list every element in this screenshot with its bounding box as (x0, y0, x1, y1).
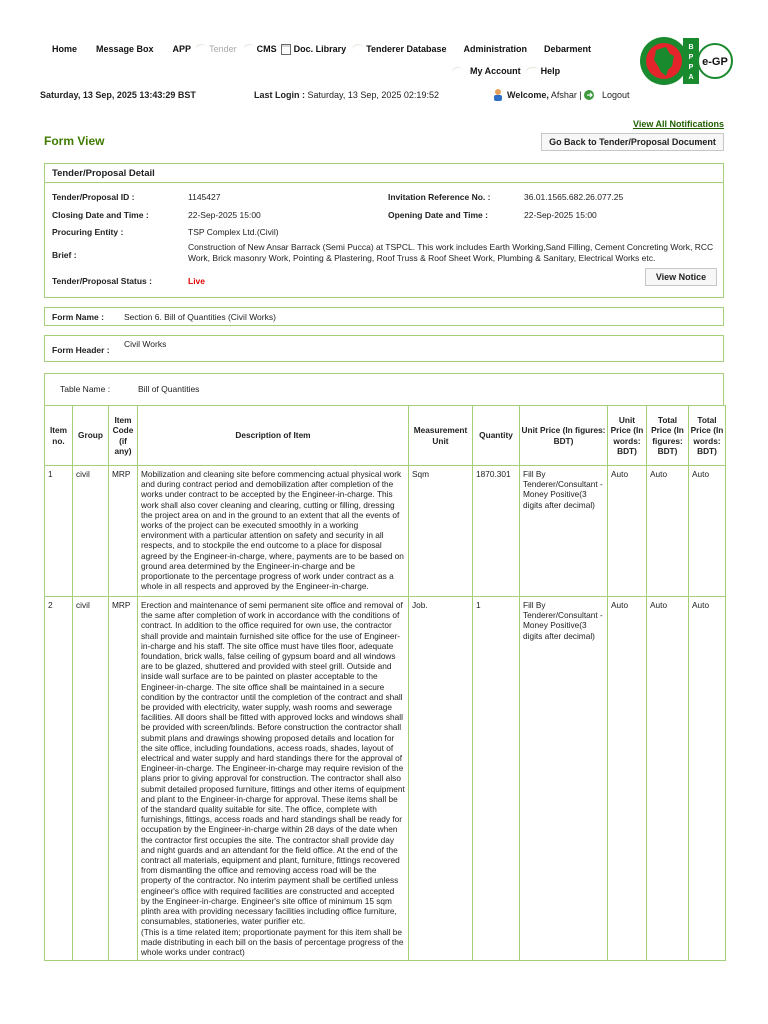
welcome-label: Welcome, (507, 90, 549, 100)
tender-icon (194, 43, 208, 55)
table-header-row (45, 406, 726, 466)
nav-administration[interactable]: Administration (463, 44, 527, 54)
table-row (45, 597, 726, 961)
current-datetime: Saturday, 13 Sep, 2025 13:43:29 BST (40, 90, 196, 100)
bangladesh-map-logo-icon (636, 36, 734, 86)
tender-id-value: 1145427 (188, 192, 221, 202)
unit-price-words-cell: Auto (608, 466, 647, 597)
welcome-user: Afshar (550, 90, 577, 100)
nav-help[interactable]: Help (540, 66, 561, 76)
unit-price-words-cell: Auto (608, 597, 647, 961)
description-cell: Mobilization and cleaning site before commencing actual physical work and during contract period and demobilization after completion of the works under contract to be accepted by the Engineer-in-charge. This work shall also cover cleaning and clearing, cutting or filling, dressing the project area on and in the ground to an extent that all the events of works of the project can be executed smoothly in a working environment with a particular attention on safety and security in all respects, and to stockpile the end outcome to a place for disposal agreed by the Engineer-in-charge, where, payments are to be based on ground area determined by the Engineer-in-charge and be proportionate to the percentage progress of work under contract as a whole in all respects and approved by the Engineer-in-charge. (138, 466, 409, 597)
col-unit-price-figures: Unit Price (In figures: BDT) (520, 406, 608, 466)
col-total-price-figures: Total Price (In figures: BDT) (647, 406, 689, 466)
invitation-ref-value: 36.01.1565.682.26.077.25 (524, 192, 624, 202)
info-bar (40, 90, 740, 102)
col-description: Description of Item (138, 406, 409, 466)
unit-cell: Job. (409, 597, 473, 961)
form-name-panel (44, 307, 724, 326)
logo-egp-text: e-GP (702, 56, 728, 68)
group-cell: civil (73, 597, 109, 961)
col-unit-price-words: Unit Price (In words: BDT) (608, 406, 647, 466)
doc-library-icon (281, 44, 291, 55)
top-navigation (52, 42, 610, 56)
description-note: (This is a time related item; proportionate payment for this item shall be made distributing in each bill on the basis of percentage progress of the whole works under contract) (141, 926, 404, 957)
unit-price-figures-cell[interactable]: Fill By Tenderer/Consultant - Money Positive(3 digits after decimal) (520, 597, 608, 961)
logout-icon[interactable] (583, 89, 595, 103)
account-navigation (452, 66, 560, 76)
user-icon (492, 88, 504, 103)
nav-app[interactable]: APP (172, 44, 192, 54)
last-login-label: Last Login : (254, 90, 305, 100)
unit-cell: Sqm (409, 466, 473, 597)
description-text: Erection and maintenance of semi permanent site office and removal of the same after completion of work in accordance with the conditions of contract. In addition to the office required for own use, the contractor shall provide and maintain furnished site office for the use of Engineer-in-charge and his staff. The site office must have tiles floor, adequate foundation, brick walls, false ceiling of gypsum board and all windows are to be glazed, shuttered and provided with steel grill. Outside and inside wall surface are to be painted on plaster acceptable to the Engineer-in-charge. The site office shall be maintained in a secure condition by the contractor until the completion of the contract and shall be provided with electricity, water supply, wash rooms and sewerage facilities. All doors shall be fitted with approved locks and windows shall be provided with screen/blinds. Before construction the contractor shall submit plans and drawings showing proposed details and location for the site office, including foundations, access roads, shades, layout of electrical and water supply and hard standings there for the approval of Engineer-in-charge. The Engineer-in-charge may require revision of the plans prior to giving approval for construction. The contractor shall also submit detailed proposed furniture, fittings and other items of equipment and plant to the Engineer-in-charge for approval. These items shall be of the standard quality suitable for site. The office, complete with furnishings, fittings, access roads and hard standings shall be ready for occupation by the Engineer-in-charge within 28 days of the date when the contractor first occupies the site. The contractor shall provide day and night guards and an attendant for the field office. At the end of the contract all materials, equipment and plant, furniture, fittings recovered from dismantling the office and removing access road will be the property of the contractor. No interim payment shall be certified unless engineer's office with required facilities are constructed and accepted by the Engineer-in-charge. Engineer's site office of minimum 15 sqm plinth area with providing necessary facilities including office furniture, consumables, stationeries, water purifier etc. (141, 600, 405, 927)
procuring-entity-label: Procuring Entity : (52, 227, 124, 237)
nav-home[interactable]: Home (52, 44, 78, 54)
tenderer-database-icon (351, 43, 365, 55)
opening-date-label: Opening Date and Time : (388, 210, 488, 220)
logo-letter-p1: P (688, 54, 694, 61)
logout-link[interactable]: Logout (602, 90, 630, 100)
quantity-cell: 1 (473, 597, 520, 961)
nav-debarment[interactable]: Debarment (544, 44, 592, 54)
bill-of-quantities-table (44, 405, 726, 961)
opening-date-value: 22-Sep-2025 15:00 (524, 210, 597, 220)
total-price-words-cell: Auto (689, 466, 726, 597)
brief-value: Construction of New Ansar Barrack (Semi Pucca) at TSPCL. This work includes Earth Working,Sand Filling, Cement Concreting Work, RCC Work, Brick masonry Work, Pointing & Plastering, Roof Truss & Roof Sheet Work, Plumbing & Sanitary, Electrical Works etc. (188, 242, 714, 263)
col-quantity: Quantity (473, 406, 520, 466)
last-login (254, 90, 439, 100)
table-row (45, 466, 726, 597)
separator: | (579, 90, 582, 100)
total-price-figures-cell: Auto (647, 466, 689, 597)
closing-date-label: Closing Date and Time : (52, 210, 149, 220)
page-title: Form View (44, 134, 105, 148)
nav-message-box[interactable]: Message Box (96, 44, 154, 54)
description-cell (138, 597, 409, 961)
my-account-icon (451, 66, 462, 76)
logo-letter-b: B (688, 44, 694, 51)
total-price-words-cell: Auto (689, 597, 726, 961)
form-header-label: Form Header : (52, 345, 110, 355)
tender-detail-header: Tender/Proposal Detail (45, 164, 723, 183)
nav-cms[interactable]: CMS (256, 44, 277, 54)
table-name-label: Table Name : (60, 384, 111, 394)
procuring-entity-value: TSP Complex Ltd.(Civil) (188, 227, 279, 237)
form-name-label: Form Name : (52, 312, 104, 322)
col-total-price-words: Total Price (In words: BDT) (689, 406, 726, 466)
form-name-value: Section 6. Bill of Quantities (Civil Works) (124, 312, 276, 322)
logo-letter-a: A (688, 74, 694, 81)
view-notice-button[interactable]: View Notice (645, 268, 717, 286)
welcome-text (507, 90, 582, 100)
logo-letter-p2: P (688, 64, 694, 71)
nav-tender[interactable]: Tender (209, 44, 237, 54)
cms-icon (242, 43, 256, 55)
item-code-cell: MRP (109, 597, 138, 961)
egp-logo (636, 36, 734, 86)
col-measurement-unit: Measurement Unit (409, 406, 473, 466)
status-label: Tender/Proposal Status : (52, 276, 152, 286)
tender-id-label: Tender/Proposal ID : (52, 192, 135, 202)
table-name-value: Bill of Quantities (138, 384, 200, 394)
tender-detail-panel (44, 163, 724, 298)
nav-tenderer-database[interactable]: Tenderer Database (366, 44, 447, 54)
brief-label: Brief : (52, 250, 77, 260)
help-icon (524, 66, 539, 77)
nav-my-account[interactable]: My Account (470, 66, 521, 76)
last-login-value: Saturday, 13 Sep, 2025 02:19:52 (307, 90, 439, 100)
unit-price-figures-cell[interactable]: Fill By Tenderer/Consultant - Money Positive(3 digits after decimal) (520, 466, 608, 597)
item-no-cell: 2 (45, 597, 73, 961)
form-header-panel (44, 335, 724, 362)
go-back-button[interactable]: Go Back to Tender/Proposal Document (541, 133, 724, 151)
total-price-figures-cell: Auto (647, 597, 689, 961)
closing-date-value: 22-Sep-2025 15:00 (188, 210, 261, 220)
quantity-cell: 1870.301 (473, 466, 520, 597)
view-all-notifications-link[interactable]: View All Notifications (632, 119, 724, 129)
col-group: Group (73, 406, 109, 466)
nav-doc-library[interactable]: Doc. Library (293, 44, 347, 54)
status-badge: Live (188, 276, 206, 286)
form-header-value: Civil Works (124, 339, 167, 349)
group-cell: civil (73, 466, 109, 597)
col-item-code: Item Code (if any) (109, 406, 138, 466)
table-name-panel (44, 373, 724, 406)
item-no-cell: 1 (45, 466, 73, 597)
col-item-no: Item no. (45, 406, 73, 466)
invitation-ref-label: Invitation Reference No. : (388, 192, 491, 202)
item-code-cell: MRP (109, 466, 138, 597)
